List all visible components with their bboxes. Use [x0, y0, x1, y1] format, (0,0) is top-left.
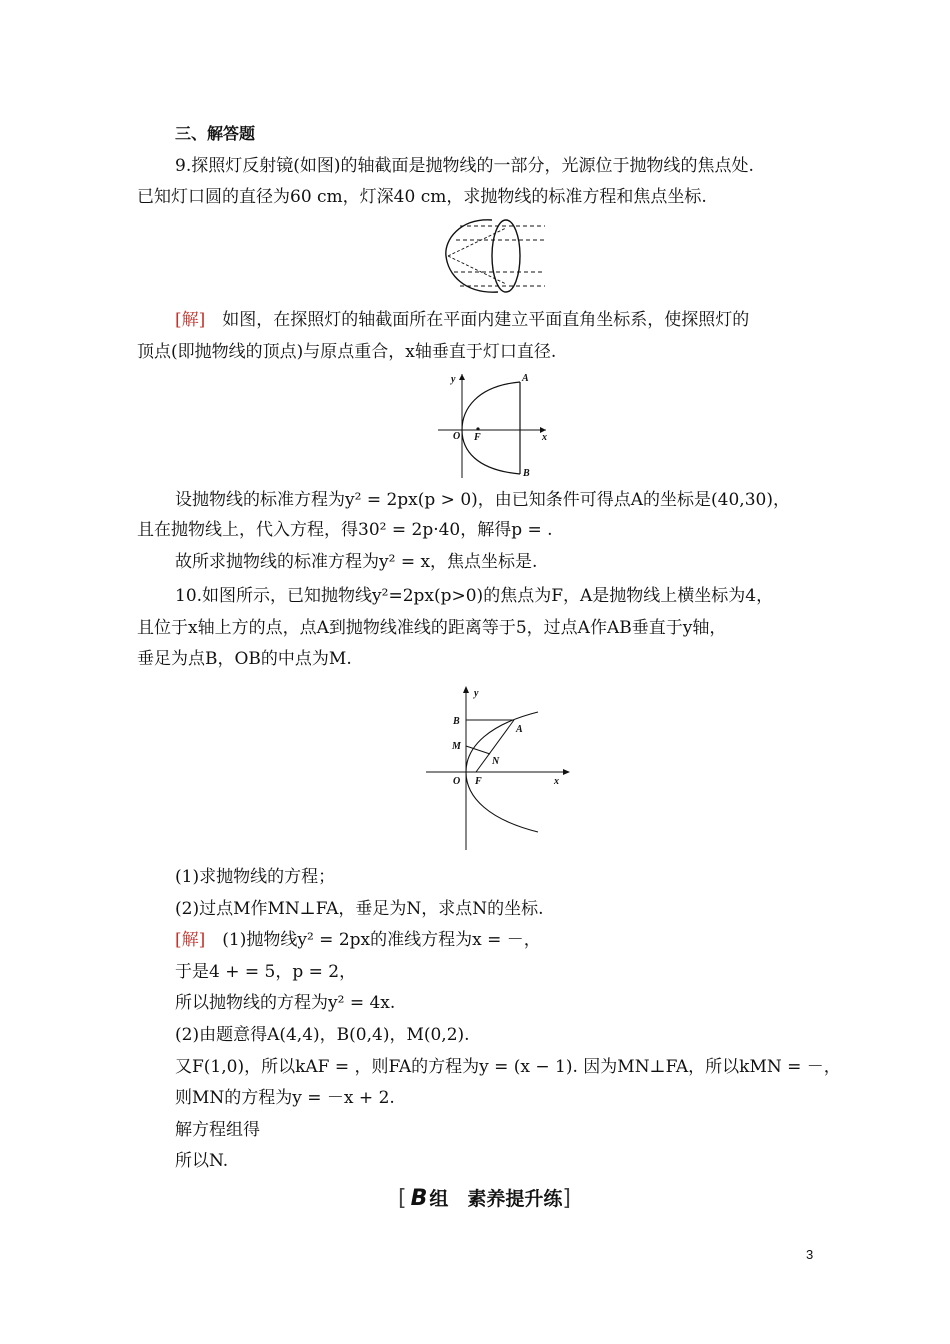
problem-10-line3: 垂足为点B，OB的中点为M.	[137, 649, 352, 669]
section-b-banner	[398, 1184, 571, 1211]
problem-10-line1: 10.如图所示，已知抛物线y²=2px(p>0)的焦点为F，A是抛物线上横坐标为4，	[175, 586, 774, 606]
solution-9-line3: 设抛物线的标准方程为y² = 2px(p > 0)，由已知条件可得点A的坐标是(40,30)，	[175, 490, 790, 510]
fig9-label-x: x	[542, 432, 547, 443]
solution-9-line1-text: 如图，在探照灯的轴截面所在平面内建立平面直角坐标系，使探照灯的	[205, 310, 750, 330]
problem-10-q1: (1)求抛物线的方程；	[175, 867, 336, 887]
solution-9-line5: 故所求抛物线的标准方程为y² = x，焦点坐标是.	[175, 552, 538, 572]
solution-10-line3: 所以抛物线的方程为y² = 4x.	[175, 993, 396, 1013]
solution-10-line1	[175, 929, 541, 951]
section-heading: 三、解答题	[175, 124, 256, 143]
parabola-figure-9	[436, 370, 556, 482]
problem-10-q2: (2)过点M作MN⊥FA，垂足为N，求点N的坐标.	[175, 899, 544, 919]
solution-10-line2: 于是4 + = 5，p = 2，	[175, 962, 357, 982]
solution-9-tag: [解]	[175, 310, 206, 330]
banner-left-bracket: [	[398, 1186, 407, 1211]
solution-10-line6: 则MN的方程为y = －x + 2.	[175, 1088, 395, 1108]
fig9-label-A: A	[522, 373, 529, 384]
solution-10-line7: 解方程组得	[175, 1120, 260, 1140]
fig9-label-B: B	[523, 468, 530, 479]
solution-10-tag: [解]	[175, 930, 206, 950]
banner-right-bracket: ]	[562, 1186, 571, 1211]
page-number: 3	[806, 1247, 814, 1262]
parabola-figure-10	[424, 684, 574, 852]
problem-10-line2: 且位于x轴上方的点，点A到抛物线准线的距离等于5，过点A作AB垂直于y轴，	[137, 618, 727, 638]
fig10-label-x: x	[554, 776, 559, 787]
fig10-label-A: A	[516, 724, 523, 735]
fig10-label-N: N	[492, 756, 500, 767]
problem-9-line1: 9.探照灯反射镜(如图)的轴截面是抛物线的一部分，光源位于抛物线的焦点处.	[175, 156, 754, 176]
searchlight-figure	[440, 212, 550, 300]
fig10-label-B: B	[453, 716, 460, 727]
fig9-label-O: O	[453, 431, 461, 442]
banner-title: 组 素养提升练	[429, 1188, 563, 1210]
solution-10-line5: 又F(1,0)，所以kAF = ，则FA的方程为y = (x − 1). 因为MN⊥FA，所以kMN = －，	[175, 1057, 841, 1077]
solution-9-line1	[175, 309, 749, 331]
fig10-label-M: M	[452, 741, 461, 752]
banner-group-letter: B	[410, 1186, 428, 1211]
solution-9-line4: 且在抛物线上，代入方程，得30² = 2p·40，解得p = .	[137, 520, 553, 540]
problem-9-line2: 已知灯口圆的直径为60 cm，灯深40 cm，求抛物线的标准方程和焦点坐标.	[137, 187, 707, 207]
fig10-label-F: F	[475, 776, 482, 787]
solution-9-line2: 顶点(即抛物线的顶点)与原点重合，x轴垂直于灯口直径.	[137, 342, 557, 362]
fig9-label-y: y	[451, 374, 456, 385]
fig10-label-y: y	[474, 688, 479, 699]
solution-10-line8: 所以N.	[175, 1151, 229, 1171]
solution-10-line1-text: (1)抛物线y² = 2px的准线方程为x = －，	[205, 930, 541, 950]
fig9-label-F: F	[474, 432, 481, 443]
solution-10-line4: (2)由题意得A(4,4)，B(0,4)，M(0,2).	[175, 1025, 470, 1045]
fig10-label-O: O	[453, 776, 461, 787]
